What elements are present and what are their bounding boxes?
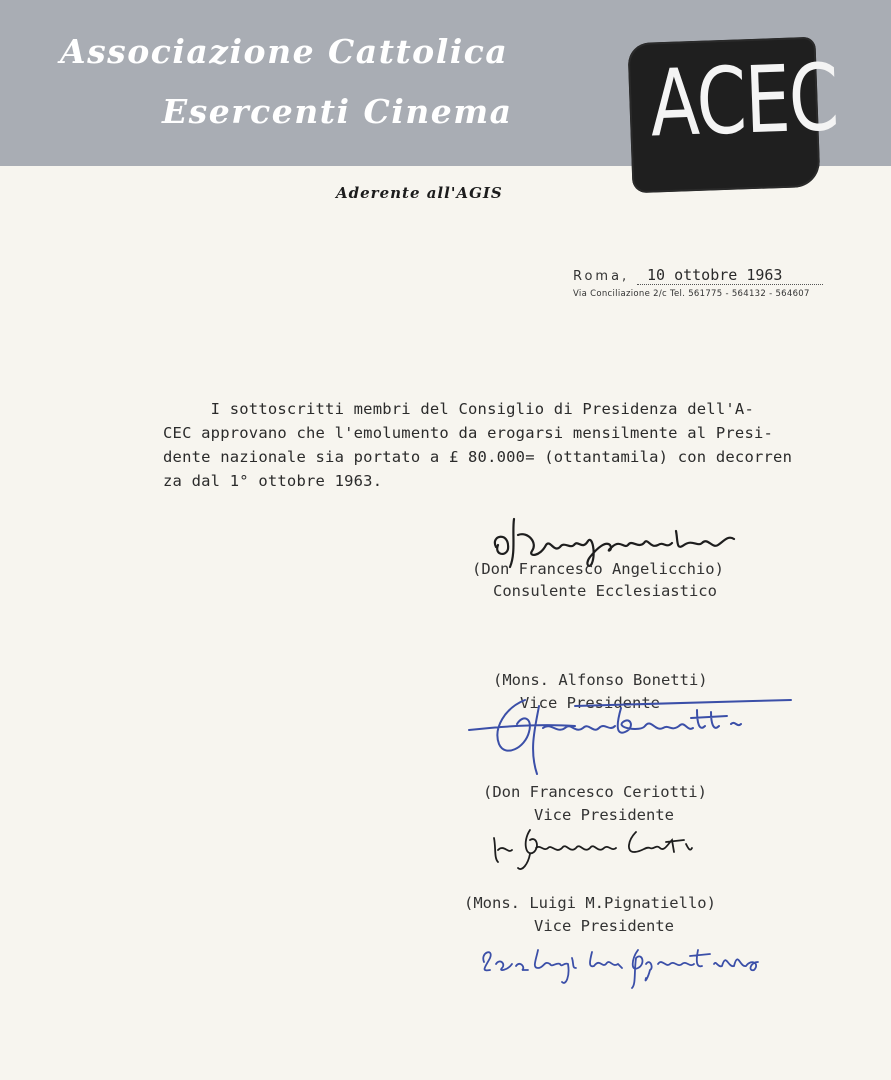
signatory-4-name: (Mons. Luigi M.Pignatiello): [464, 894, 716, 912]
org-name-line1: Associazione Cattolica: [60, 32, 509, 71]
signature-bonetti: [465, 688, 795, 783]
org-name-line2: Esercenti Cinema: [162, 92, 513, 131]
body-line-3: dente nazionale sia portato a £ 80.000= (ottantamila) con decorren: [163, 448, 793, 466]
signatory-3-role: Vice Presidente: [534, 806, 674, 824]
body-line-4: za dal 1° ottobre 1963.: [163, 472, 383, 490]
signatory-2-name: (Mons. Alfonso Bonetti): [493, 671, 708, 689]
body-line-2: CEC approvano che l'emolumento da erogarsi mensilmente al Presi-: [163, 424, 774, 442]
body-line-1: I sottoscritti membri del Consiglio di Presidenza dell'A-: [163, 400, 754, 418]
signatory-2-role: Vice Presidente: [520, 694, 660, 712]
dateline: [573, 266, 823, 285]
signature-ceriotti: [490, 818, 710, 878]
letterhead-address: Via Conciliazione 2/c Tel. 561775 - 564132 - 564607: [573, 289, 810, 299]
affiliation-line: Aderente all'AGIS: [336, 184, 503, 202]
signatory-4-role: Vice Presidente: [534, 917, 674, 935]
acec-logo: [627, 37, 840, 193]
signature-pignatiello: [478, 928, 798, 998]
signatory-3-name: (Don Francesco Ceriotti): [483, 783, 707, 801]
signatory-1-role: Consulente Ecclesiastico: [493, 582, 717, 600]
signatory-1-name: (Don Francesco Angelicchio): [472, 560, 724, 578]
place-label: Roma,: [573, 269, 630, 284]
letter-date: 10 ottobre 1963: [637, 266, 823, 285]
logo-text: ACEC: [648, 44, 840, 158]
